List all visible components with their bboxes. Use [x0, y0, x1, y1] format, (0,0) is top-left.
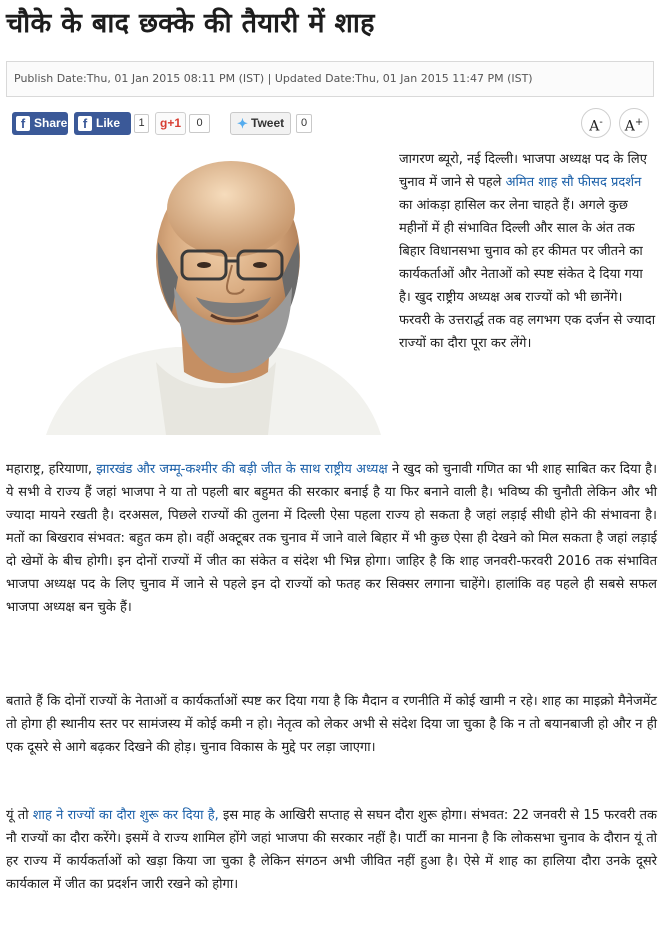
font-increase-letter: A [624, 118, 635, 135]
article-photo [6, 147, 389, 435]
font-decrease-sign: - [599, 117, 603, 128]
link-jharkhand-jk[interactable]: झारखंड और जम्मू-कश्मीर की बड़ी जीत के साथ राष्ट्रीय अध्यक्ष [96, 462, 388, 477]
publish-dateline: Publish Date:Thu, 01 Jan 2015 08:11 PM (IST) | Updated Date:Thu, 01 Jan 2015 11:47 PM (IST) [6, 61, 654, 97]
facebook-share-label: Share [34, 116, 68, 130]
p2-text: बताते हैं कि दोनों राज्यों के नेताओं व कार्यकर्ताओं स्पष्ट कर दिया गया है कि मैदान व रणनीति में कोई खामी न रहे। शाह का माइक्रो मैनेजमेंट तो होगा ही स्थानीय स्तर पर सामंजस्य में कोई कमी न हो। नेतृत्व को लेकर अभी से संदेश दिया जा चुका है कि न तो बयानबाजी हो और न ही एक दूसरे से आगे बढ़कर दिखने की होड़। चुनाव विकास के मुद्दे पर लड़ा जाएगा। [6, 694, 657, 755]
google-plus-count: 0 [189, 114, 210, 133]
p3-text-end: इस माह के आखिरी सप्ताह से सघन दौरा शुरू होगा। संभवत: 22 जनवरी से 15 फरवरी तक नौ राज्यों का दौरा करेंगे। इसमें वे राज्य शामिल होंगे जहां भाजपा की सरकार नहीं है। पार्टी का मानना है कि लोकसभा चुनाव के दौरान यूं तो हर राज्य में कार्यकर्ताओं को खड़ा किया जा चुका है लेकिन संगठन अभी जीवित नहीं हुआ है। ऐसे में शाह का हालिया दौरा उनके दूसरे कार्यकाल में जीत का प्रदर्शन जारी रखने को होगा। [6, 808, 657, 892]
p3-text-start: यूं तो [6, 808, 33, 823]
font-decrease-button[interactable] [581, 108, 611, 138]
twitter-bird-icon: ✦ [237, 116, 248, 131]
font-increase-button[interactable] [619, 108, 649, 138]
facebook-icon: f [78, 116, 92, 131]
article-paragraph-2 [6, 690, 657, 759]
person-photo-icon [6, 147, 389, 435]
article-paragraph-3 [6, 804, 657, 896]
lead-text-end: का आंकड़ा हासिल कर लेना चाहते हैं। अगले कुछ महीनों में ही संभावित दिल्ली और साल के अंत तक बिहार विधानसभा चुनाव को हर कीमत पर जीतने का कार्यकर्ताओं और नेताओं को स्पष्ट संकेत दे दिया गया है। खुद राष्ट्रीय अध्यक्ष अब राज्यों को भी छानेंगे। फरवरी के उत्तरार्द्ध तक वह लगभग एक दर्जन से ज्यादा राज्यों का दौरा पूरा कर लेंगे। [399, 198, 656, 351]
article-headline: चौके के बाद छक्के की तैयारी में शाह [6, 8, 375, 39]
tweet-count: 0 [296, 114, 312, 133]
tweet-label: Tweet [251, 116, 285, 130]
social-share-bar [12, 112, 657, 136]
lead-text-start: जागरण ब्यूरो, नई दिल्ली। भाजपा अध्यक्ष पद के लिए चुनाव में जाने से पहले [399, 152, 647, 190]
font-decrease-letter: A [589, 118, 600, 135]
p1-text-end: ने खुद को चुनावी गणित का भी शाह साबित कर दिया है। ये सभी वे राज्य हैं जहां भाजपा ने या तो पहली बार बहुमत की सरकार बनाई है या फिर बनाने वाली है। भविष्य की चुनौती लेकिन और भी ज्यादा मायने रखती है। दरअसल, पिछले राज्यों की तुलना में दिल्ली ऐसा पहला राज्य हो सकता है जहां लड़ाई सीधी होने की संभावना है। मतों का बिखराव संभवत: बहुत कम हो। वहीं अक्टूबर तक चुनाव में जाने वाले बिहार में भी कुछ ऐसा ही देखने को मिल सकता है जहां लड़ाई दो खेमों के बीच होगी। इन दोनों राज्यों में जीत का संकेत व संदेश भी भिन्न होगा। जाहिर है कि शाह जनवरी-फरवरी 2016 तक संभावित भाजपा अध्यक्ष पद के लिए चुनाव में जाने से पहले इन दो राज्यों को फतह कर सिक्सर लगाना चाहेंगे। हालांकि वह पहले ही सबसे सफल भाजपा अध्यक्ष बन चुके हैं। [6, 462, 658, 615]
tweet-button[interactable] [230, 112, 291, 135]
facebook-share-button[interactable] [12, 112, 68, 135]
facebook-like-count: 1 [134, 114, 149, 133]
facebook-icon: f [16, 116, 30, 131]
article-paragraph-1 [6, 458, 657, 619]
link-shah-tour[interactable]: शाह ने राज्यों का दौरा शुरू कर दिया है, [32, 808, 219, 823]
p1-text-start: महाराष्ट्र, हरियाणा, [6, 462, 97, 477]
google-plus-button[interactable]: g+1 [155, 112, 186, 135]
facebook-like-label: Like [96, 116, 121, 130]
link-amit-shah[interactable]: अमित शाह सौ फीसद प्रदर्शन [505, 175, 642, 190]
facebook-like-button[interactable] [74, 112, 131, 135]
article-lead-paragraph [399, 148, 657, 355]
font-increase-sign: + [634, 117, 644, 128]
